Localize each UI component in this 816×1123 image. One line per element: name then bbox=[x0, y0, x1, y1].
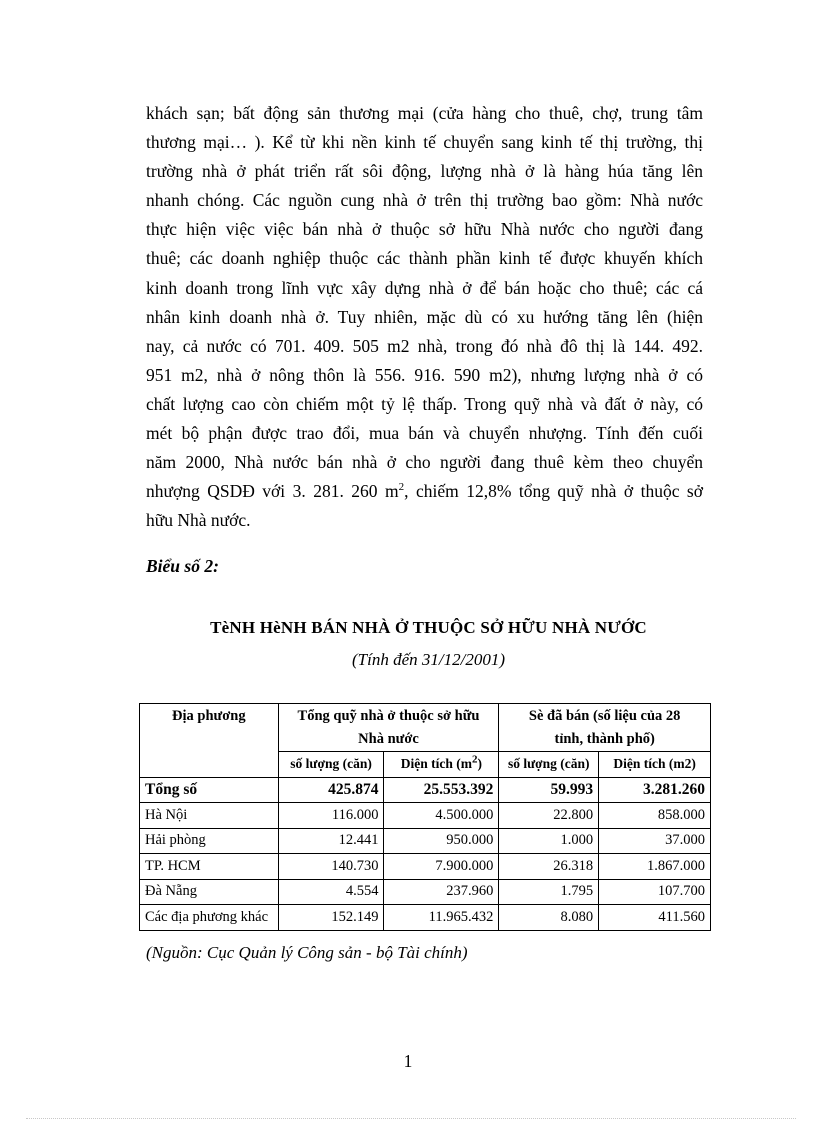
cell-area-total: 25.553.392 bbox=[384, 777, 499, 803]
paragraph-line: nhanh chóng. Các nguồn cung nhà ở trên thị trường bao gồm: Nhà nước bbox=[146, 190, 703, 211]
line-text-after: , chiếm 12,8% tổng quỹ nhà ở thuộc sở bbox=[404, 481, 703, 502]
subheader-area-sold: Diện tích (m2) bbox=[599, 752, 711, 778]
subheader-area-total bbox=[384, 752, 499, 778]
cell-area-sold: 3.281.260 bbox=[599, 777, 711, 803]
cell-area-sold: 37.000 bbox=[599, 828, 711, 854]
body-paragraph bbox=[146, 99, 703, 535]
sales-table bbox=[139, 703, 711, 931]
cell-region: Tổng số bbox=[140, 777, 279, 803]
cell-area-total: 237.960 bbox=[384, 879, 499, 905]
paragraph-line: 951 m2, nhà ở nông thôn là 556. 916. 590 m2), nhưng lượng nhà ở có bbox=[146, 364, 703, 385]
cell-qty-total: 140.730 bbox=[278, 854, 384, 880]
cell-area-total: 11.965.432 bbox=[384, 905, 499, 931]
table-header-row bbox=[140, 704, 711, 752]
paragraph-line: thuê; các doanh nghiệp thuộc các thành phần kinh tế được khuyến khích bbox=[146, 248, 703, 269]
paragraph-line: kinh doanh trong lĩnh vực xây dựng nhà ở để bán hoặc cho thuê; các cá bbox=[146, 277, 703, 298]
cell-qty-total: 12.441 bbox=[278, 828, 384, 854]
cell-qty-sold: 1.000 bbox=[499, 828, 599, 854]
cell-qty-total: 425.874 bbox=[278, 777, 384, 803]
subheader-area-text: Diện tích (m bbox=[400, 756, 473, 772]
subheader-qty-sold: số lượng (căn) bbox=[499, 752, 599, 778]
page-number: 1 bbox=[403, 1051, 413, 1071]
superscript: 2 bbox=[398, 481, 405, 494]
subheader-area-close: ) bbox=[477, 756, 483, 772]
page-bottom-divider bbox=[26, 1118, 796, 1119]
table-row bbox=[140, 879, 711, 905]
cell-qty-sold: 59.993 bbox=[499, 777, 599, 803]
paragraph-line: thực hiện việc việc bán nhà ở thuộc sở hữu Nhà nước cho người đang bbox=[146, 219, 703, 240]
cell-qty-sold: 26.318 bbox=[499, 854, 599, 880]
paragraph-line: trường nhà ở phát triển rất sôi động, lượng nhà ở là hàng húa tăng lên bbox=[146, 161, 703, 182]
cell-qty-total: 152.149 bbox=[278, 905, 384, 931]
header-total-stock-line1: Tổng quỹ nhà ở thuộc sở hữu bbox=[297, 708, 480, 724]
paragraph-line: khách sạn; bất động sản thương mại (cửa hàng cho thuê, chợ, trung tâm bbox=[146, 103, 703, 123]
cell-area-sold: 107.700 bbox=[599, 879, 711, 905]
cell-area-total: 950.000 bbox=[384, 828, 499, 854]
table-subtitle: (Tính đến 31/12/2001) bbox=[352, 650, 505, 669]
cell-area-total: 4.500.000 bbox=[384, 803, 499, 829]
cell-region: TP. HCM bbox=[140, 854, 279, 880]
header-sold-line1: Sè đã bán (số liệu của 28 bbox=[528, 708, 681, 724]
paragraph-line: nay, cả nước có 701. 409. 505 m2 nhà, trong đó nhà đô thị là 144. 492. bbox=[146, 335, 703, 356]
paragraph-line: mét bộ phận được trao đổi, mua bán và chuyển nhượng. Tính đến cuối bbox=[146, 423, 703, 444]
cell-region: Đà Nẵng bbox=[140, 879, 279, 905]
cell-area-sold: 858.000 bbox=[599, 803, 711, 829]
header-sold-line2: tỉnh, thành phố) bbox=[554, 731, 655, 747]
cell-qty-sold: 1.795 bbox=[499, 879, 599, 905]
cell-qty-sold: 22.800 bbox=[499, 803, 599, 829]
table-row bbox=[140, 828, 711, 854]
cell-qty-total: 116.000 bbox=[278, 803, 384, 829]
cell-region: Hà Nội bbox=[140, 803, 279, 829]
paragraph-line: năm 2000, Nhà nước bán nhà ở cho người đang thuê kèm theo chuyển bbox=[146, 452, 703, 473]
paragraph-line: nhân kinh doanh nhà ở. Tuy nhiên, mặc dù có xu hướng tăng lên (hiện bbox=[146, 306, 703, 327]
subheader-qty-total: số lượng (căn) bbox=[278, 752, 384, 778]
table-row bbox=[140, 905, 711, 931]
superscript: 2 bbox=[472, 753, 478, 766]
header-region: Địa phương bbox=[140, 704, 279, 778]
header-sold bbox=[499, 704, 711, 752]
source-note: (Nguồn: Cục Quản lý Công sản - bộ Tài chính) bbox=[146, 943, 468, 962]
cell-area-sold: 411.560 bbox=[599, 905, 711, 931]
cell-area-total: 7.900.000 bbox=[384, 854, 499, 880]
cell-region: Các địa phương khác bbox=[140, 905, 279, 931]
section-label: Biểu số 2: bbox=[146, 556, 219, 576]
table-row-total bbox=[140, 777, 711, 803]
header-total-stock-line2: Nhà nước bbox=[358, 731, 419, 747]
table-row bbox=[140, 854, 711, 880]
table-title: TèNH HèNH BÁN NHÀ Ở THUỘC SỞ HỮU NHÀ NƯỚC bbox=[210, 618, 647, 637]
cell-qty-total: 4.554 bbox=[278, 879, 384, 905]
paragraph-line-last: hữu Nhà nước. bbox=[146, 510, 251, 531]
cell-qty-sold: 8.080 bbox=[499, 905, 599, 931]
paragraph-line: thương mại… ). Kể từ khi nền kinh tế chuyển sang kinh tế thị trường, thị bbox=[146, 132, 703, 153]
header-total-stock bbox=[278, 704, 499, 752]
line-text-before: nhượng QSDĐ với 3. 281. 260 m bbox=[146, 481, 399, 502]
table-row bbox=[140, 803, 711, 829]
cell-area-sold: 1.867.000 bbox=[599, 854, 711, 880]
paragraph-line: chất lượng cao còn chiếm một tỷ lệ thấp. Trong quỹ nhà và đất ở này, có bbox=[146, 393, 703, 414]
cell-region: Hải phòng bbox=[140, 828, 279, 854]
paragraph-line bbox=[146, 477, 703, 506]
